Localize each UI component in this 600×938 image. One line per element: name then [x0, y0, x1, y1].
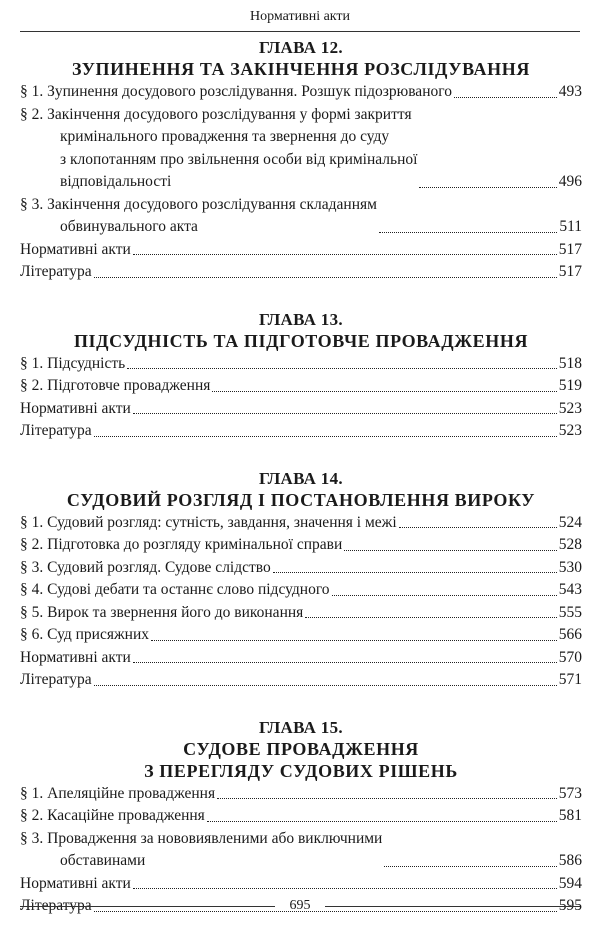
toc-entry-text: [20, 194, 377, 239]
toc-entry-line: Нормативні акти: [20, 399, 131, 417]
toc-entry-text: [20, 669, 92, 692]
toc-entry: [20, 669, 582, 692]
toc-entry: [20, 512, 582, 535]
footer-rule-right: [325, 906, 580, 907]
toc-entry-line: § 5. Вирок та звернення його до виконання: [20, 603, 304, 621]
toc-page-number: 566: [558, 626, 582, 643]
toc-entry-text: [20, 398, 131, 421]
toc-page-number: 573: [558, 784, 582, 802]
toc-entry-line: Нормативні акти: [20, 874, 131, 892]
toc-entry-line: Література: [20, 263, 92, 280]
page-number: 695: [289, 898, 311, 913]
toc-entry-line: обвинувального акта: [60, 218, 198, 235]
toc-entry: [20, 420, 582, 443]
toc-entries: [20, 353, 582, 443]
toc-entry-text: [20, 602, 303, 625]
toc-entry-text: [20, 512, 397, 535]
toc-entry-text: [20, 239, 131, 262]
chapter-number: ГЛАВА 15.: [259, 717, 343, 737]
toc-entry-line: кримінального провадження та звернення до суду: [60, 128, 390, 145]
toc-entry: [20, 104, 582, 194]
dot-leader: [399, 527, 557, 528]
toc-page-number: 523: [558, 422, 582, 439]
chapter-section: [20, 717, 582, 918]
chapter-title: СУДОВИЙ РОЗГЛЯД І ПОСТАНОВЛЕННЯ ВИРОКУ: [66, 489, 536, 510]
chapter-title: З ПЕРЕГЛЯДУ СУДОВИХ РІШЕНЬ: [144, 760, 458, 781]
toc-page-number: 519: [558, 377, 582, 394]
toc-entry-text: [20, 261, 92, 284]
toc-entry: [20, 805, 582, 828]
toc-page-number: 581: [558, 807, 582, 824]
table-of-contents: [20, 37, 582, 918]
dot-leader: [133, 413, 557, 414]
dot-leader: [419, 187, 556, 188]
toc-page-number: 496: [558, 173, 582, 190]
footer-rule-left: [20, 906, 275, 907]
toc-entry-line: § 2. Касаційне провадження: [20, 807, 205, 824]
toc-entry-line: відповідальності: [60, 173, 172, 190]
running-header: Нормативні акти: [249, 9, 351, 24]
toc-entry: [20, 194, 582, 239]
toc-entry-line: § 3. Провадження за нововиявленими або виключними: [20, 829, 383, 847]
header-rule: [20, 31, 580, 32]
toc-page-number: 594: [558, 874, 582, 892]
chapter-number: ГЛАВА 12.: [259, 38, 343, 57]
dot-leader: [332, 595, 557, 596]
toc-page-number: 528: [558, 536, 582, 553]
toc-entry: [20, 579, 582, 602]
toc-entry-line: Нормативні акти: [20, 648, 131, 666]
toc-page-number: 570: [558, 648, 582, 666]
dot-leader: [127, 368, 557, 369]
toc-page-number: 543: [558, 581, 582, 598]
toc-entry-line: обставинами: [60, 852, 146, 869]
toc-entry-line: § 3. Закінчення досудового розслідування складанням: [20, 195, 377, 213]
toc-entry-text: [20, 420, 92, 443]
toc-page-number: 493: [558, 83, 582, 100]
chapter-title: СУДОВЕ ПРОВАДЖЕННЯ: [183, 738, 419, 759]
toc-entry-text: [20, 783, 215, 806]
toc-page-number: 517: [558, 263, 582, 280]
chapter-section: [20, 37, 582, 284]
toc-entry: [20, 81, 582, 104]
toc-page-number: 595: [558, 897, 582, 914]
toc-entry: [20, 557, 582, 580]
toc-entry-text: [20, 873, 131, 896]
dot-leader: [273, 572, 557, 573]
toc-entry-text: [20, 534, 342, 557]
toc-entry: [20, 534, 582, 557]
dot-leader: [151, 640, 557, 641]
dot-leader: [133, 254, 557, 255]
toc-entry-line: § 2. Підготовче провадження: [20, 377, 211, 394]
dot-leader: [379, 232, 557, 233]
toc-entry-line: § 6. Суд присяжних: [20, 626, 150, 643]
toc-page-number: 524: [558, 513, 582, 531]
toc-entry-text: [20, 647, 131, 670]
toc-entry-text: [20, 353, 125, 376]
toc-entry-text: [20, 579, 330, 602]
dot-leader: [94, 436, 557, 437]
toc-entry: [20, 398, 582, 421]
toc-entry: [20, 353, 582, 376]
toc-entry-line: § 1. Апеляційне провадження: [20, 784, 216, 802]
toc-page-number: 511: [559, 218, 582, 235]
dot-leader: [384, 866, 556, 867]
dot-leader: [454, 97, 557, 98]
toc-page-number: 530: [558, 558, 582, 576]
chapter-title: ПІДСУДНІСТЬ ТА ПІДГОТОВЧЕ ПРОВАДЖЕННЯ: [73, 330, 529, 351]
toc-entry-line: Література: [20, 671, 92, 688]
dot-leader: [133, 662, 557, 663]
dot-leader: [212, 391, 556, 392]
dot-leader: [133, 888, 557, 889]
toc-entry-line: § 2. Закінчення досудового розслідування у формі закриття: [20, 105, 412, 123]
toc-entry: [20, 828, 582, 873]
toc-entry-text: [20, 828, 382, 873]
dot-leader: [94, 911, 557, 912]
toc-entry: [20, 261, 582, 284]
toc-entry-line: з клопотанням про звільнення особи від кримінальної: [60, 150, 418, 168]
toc-entry: [20, 873, 582, 896]
toc-page-number: 517: [558, 240, 582, 258]
dot-leader: [207, 821, 557, 822]
chapter-section: [20, 309, 582, 443]
toc-entry-line: § 1. Зупинення досудового розслідування. Розшук підозрюваного: [20, 83, 452, 100]
toc-entry: [20, 375, 582, 398]
toc-entry-line: Література: [20, 897, 92, 914]
toc-page-number: 518: [558, 354, 582, 372]
toc-entry-line: § 2. Підготовка до розгляду кримінальної справи: [20, 536, 343, 553]
toc-entry: [20, 783, 582, 806]
chapter-number: ГЛАВА 14.: [259, 468, 343, 488]
toc-entry: [20, 624, 582, 647]
toc-entries: [20, 512, 582, 692]
toc-entry-line: § 4. Судові дебати та останнє слово підсудного: [20, 581, 330, 598]
dot-leader: [217, 798, 557, 799]
chapter-number: ГЛАВА 13.: [259, 309, 343, 329]
dot-leader: [94, 277, 557, 278]
toc-entry-text: [20, 557, 271, 580]
chapter-title: ЗУПИНЕННЯ ТА ЗАКІНЧЕННЯ РОЗСЛІДУВАННЯ: [72, 59, 530, 79]
dot-leader: [94, 685, 557, 686]
toc-entry-text: [20, 81, 452, 104]
toc-entry: [20, 647, 582, 670]
toc-entry-line: § 3. Судовий розгляд. Судове слідство: [20, 558, 271, 576]
toc-page-number: 523: [558, 399, 582, 417]
toc-entry-line: Нормативні акти: [20, 240, 131, 258]
toc-entry-text: [20, 805, 205, 828]
dot-leader: [344, 550, 557, 551]
toc-page-number: 571: [558, 671, 582, 688]
toc-entry-line: § 1. Судовий розгляд: сутність, завдання, значення і межі: [20, 513, 397, 531]
toc-entry-text: [20, 104, 417, 194]
toc-entry: [20, 602, 582, 625]
toc-entries: [20, 81, 582, 284]
dot-leader: [305, 617, 556, 618]
chapter-section: [20, 468, 582, 692]
toc-entry-line: § 1. Підсудність: [20, 354, 126, 372]
toc-page-number: 555: [558, 603, 582, 621]
toc-entry-line: Література: [20, 422, 92, 439]
toc-entry: [20, 239, 582, 262]
toc-entry-text: [20, 624, 149, 647]
toc-entry-text: [20, 375, 210, 398]
toc-page-number: 586: [558, 852, 582, 869]
